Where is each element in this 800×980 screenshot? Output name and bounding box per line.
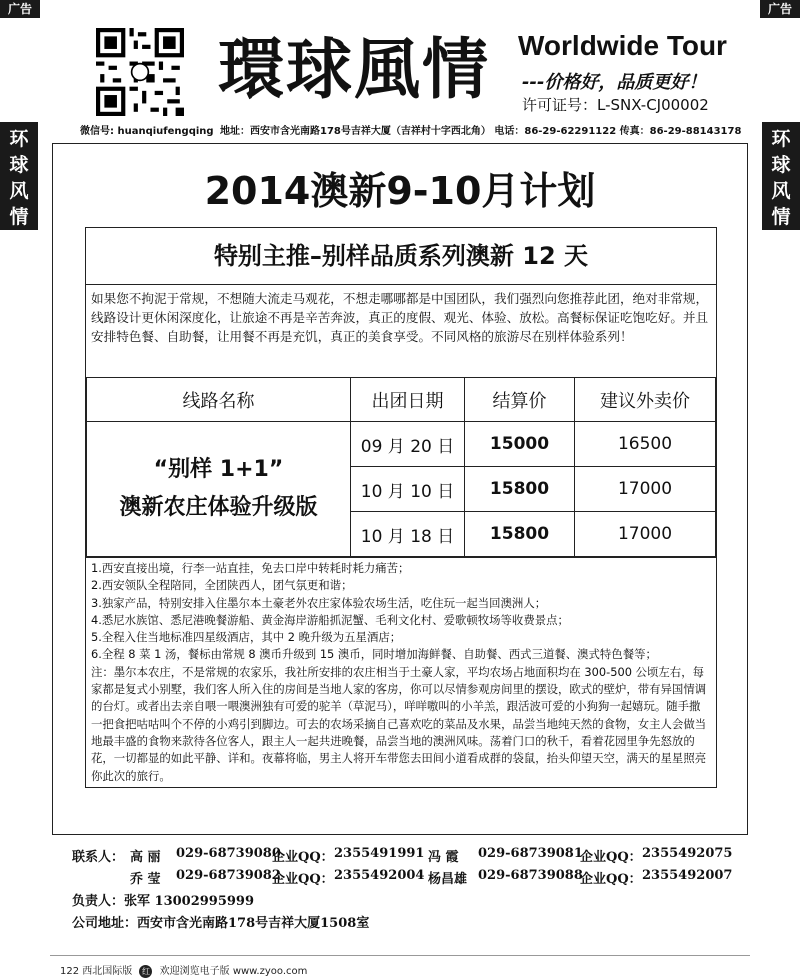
- table-header-row: [87, 378, 716, 422]
- qr-code-icon: [96, 28, 184, 116]
- side-char: 球: [9, 154, 29, 176]
- tour-intro: 如果您不拘泥于常规，不想随大流走马观花，不想走哪哪都是中国团队，我们强烈向您推荐此团，绝对非常规，线路设计更休闲深度化，让旅途不再是辛苦奔波，真正的度假、观光、体验、放松。高餐标保证吃饱吃好。并且安排特色餐、自助餐，让用餐不再是充饥，真正的美食享受。不同风格的旅游尽在别样体验系列！: [86, 284, 716, 377]
- ad-tag-left: 广告: [0, 0, 40, 18]
- contact-name: 冯 霞: [428, 850, 459, 865]
- page-title: 2014澳新9-10月计划: [204, 169, 596, 213]
- tour-box: [85, 227, 717, 788]
- contact-phone: 029-68739081: [478, 846, 583, 861]
- slogan: ---价格好，品质更好！: [522, 72, 707, 93]
- qq-label: 企业QQ：: [580, 872, 642, 887]
- contact-row: [72, 846, 732, 868]
- address-line: 地址：西安市含光南路178号吉祥大厦（吉祥村十字西北角） 电话：86-29-62291122 传真：86-29-88143178: [220, 126, 742, 137]
- qq-label: 企业QQ：: [272, 872, 334, 887]
- price-table: [86, 377, 716, 557]
- note-item: 6.全程 8 菜 1 汤，餐标由常规 8 澳币升级到 15 澳币，同时增加海鲜餐、自助餐、西式三道餐、澳式特色餐等；: [91, 647, 657, 662]
- note-item: 2.西安领队全程陪同，全团陕西人，团气氛更和谐；: [91, 578, 353, 593]
- brand-logo: 環球風情: [218, 30, 490, 108]
- column-header: 建议外卖价: [575, 378, 716, 422]
- footer: [60, 962, 307, 978]
- contact-row: [72, 868, 732, 890]
- settlement-price: 15800: [465, 512, 575, 557]
- manager: 负责人：张军 13002995999: [72, 894, 255, 909]
- contact-name: 乔 莹: [130, 872, 161, 887]
- route-name-line: 澳新农庄体验升级版: [119, 495, 318, 520]
- side-char: 风: [9, 180, 29, 202]
- note-item: 3.独家产品，特别安排入住墨尔本土豪老外农庄家体验农场生活，吃住玩一起当回澳洲人；: [91, 595, 547, 610]
- contact-phone: 029-68739082: [176, 868, 281, 883]
- side-char: 情: [771, 206, 791, 228]
- column-header: 出团日期: [351, 378, 465, 422]
- note-item: 4.悉尼水族馆、悉尼港晚餐游船、黄金海岸游船抓泥蟹、毛利文化村、爱歌顿牧场等收费景点；: [91, 612, 569, 627]
- ad-tag-right: 广告: [760, 0, 800, 18]
- footer-text: 欢迎浏览电子版 www.zyoo.com: [159, 966, 308, 977]
- settlement-price: 15000: [465, 422, 575, 467]
- column-header: 线路名称: [87, 378, 351, 422]
- farm-note: 注：墨尔本农庄，不是常规的农家乐，我社所安排的农庄相当于土豪人家，平均农场占地面积均在 300-500 公顷左右，每家都是复式小别墅，我们客人所入住的房间是当地人家的客房，你可以尽情参观房间里的摆设，欧式的壁炉，带有异国情调的台灯。或者出去亲自喂一喂澳洲独有可爱的驼羊（草泥马），咩咩嗷叫的小羊羔，跟活波可爱的小狗狗一起嬉玩。随手撒一把食把咕咕叫个不停的小鸡引到脚边。可去的农场采摘自己喜欢吃的菜品及水果，品尝当地纯天然的食物，女主人会做当地最丰盛的食物来款待各位客人，跟主人一起共进晚餐，品尝当地的澳洲风味。荡着门口的秋千，看着花园里争先怒放的花，一切都显的如此平静、详和。夜幕将临，男主人将开车带您去田间小道看成群的袋鼠，抬头仰望天空，满天的星星照亮你此次的旅行。: [91, 664, 707, 783]
- badge-icon: 红: [139, 965, 152, 978]
- qq-number: 2355491991: [334, 846, 425, 861]
- header: [78, 20, 742, 140]
- qq-label: 企业QQ：: [580, 850, 642, 865]
- contact-label: 联系人：: [72, 850, 125, 865]
- side-char: 球: [771, 154, 791, 176]
- route-name-line: “别样 1+1”: [153, 457, 284, 482]
- tour-notes: [86, 557, 716, 787]
- side-char: 风: [771, 180, 791, 202]
- note-item: 5.全程入住当地标准四星级酒店，其中 2 晚升级为五星酒店；: [91, 630, 402, 645]
- qq-number: 2355492004: [334, 868, 425, 883]
- license-number: 许可证号：L-SNX-CJ00002: [522, 96, 709, 114]
- contact-phone: 029-68739080: [176, 846, 281, 861]
- side-char: 环: [9, 128, 29, 150]
- contact-section: [72, 846, 732, 934]
- qq-label: 企业QQ：: [272, 850, 334, 865]
- wechat-id: 微信号: huanqiufengqing: [80, 126, 214, 137]
- side-char: 环: [771, 128, 791, 150]
- manager-row: [72, 890, 732, 912]
- contact-name: 杨昌雄: [428, 872, 468, 887]
- english-title: Worldwide Tour: [518, 30, 727, 61]
- tour-title: 特别主推–别样品质系列澳新 12 天: [213, 242, 589, 270]
- retail-price: 16500: [575, 422, 716, 467]
- company-address: 公司地址：西安市含光南路178号吉祥大厦1508室: [72, 916, 370, 931]
- page-number: 122 西北国际版: [60, 966, 133, 977]
- footer-divider: [50, 955, 750, 956]
- table-row: [87, 422, 716, 467]
- side-char: 情: [9, 206, 29, 228]
- departure-date: 10 月 18 日: [351, 512, 465, 557]
- settlement-price: 15800: [465, 467, 575, 512]
- retail-price: 17000: [575, 467, 716, 512]
- note-item: 1.西安直接出境，行李一站直挂，免去口岸中转耗时耗力痛苦；: [91, 561, 410, 575]
- contact-name: 高 丽: [130, 850, 161, 865]
- retail-price: 17000: [575, 512, 716, 557]
- qq-number: 2355492075: [642, 846, 733, 861]
- contact-phone: 029-68739088: [478, 868, 583, 883]
- departure-date: 09 月 20 日: [351, 422, 465, 467]
- qq-number: 2355492007: [642, 868, 733, 883]
- departure-date: 10 月 10 日: [351, 467, 465, 512]
- route-name: [87, 422, 351, 557]
- column-header: 结算价: [465, 378, 575, 422]
- address-row: [72, 912, 732, 934]
